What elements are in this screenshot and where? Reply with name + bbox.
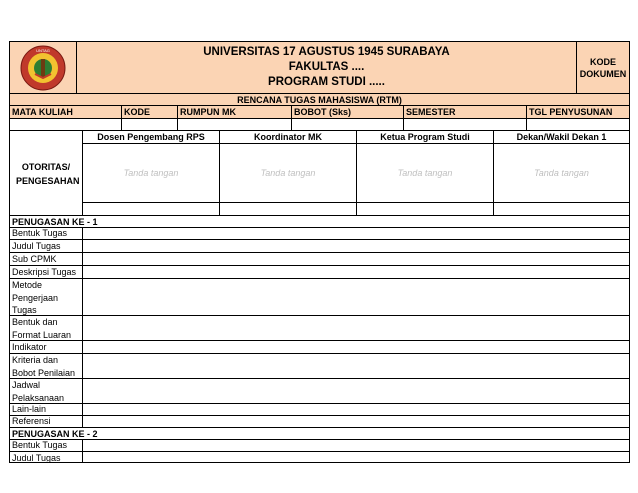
university-title: UNIVERSITAS 17 AGUSTUS 1945 SURABAYA xyxy=(203,46,450,58)
info-header-row xyxy=(10,106,629,119)
a1-row-sub-cpmk xyxy=(10,253,629,266)
authorization-block xyxy=(10,131,629,216)
info-values-row xyxy=(10,119,629,131)
info-value-mata-kuliah[interactable] xyxy=(10,119,122,130)
signature-koordinator[interactable]: Tanda tangan xyxy=(220,144,357,202)
name-kaprodi[interactable] xyxy=(357,203,494,216)
assignment-2-title: PENUGASAN KE - 2 xyxy=(12,428,98,439)
assignment-1-title: PENUGASAN KE - 1 xyxy=(12,216,98,227)
a2-label-bentuk-tugas: Bentuk Tugas xyxy=(10,440,83,451)
info-col-bobot: BOBOT (Sks) xyxy=(292,106,404,118)
a2-label-judul-tugas: Judul Tugas xyxy=(10,452,83,463)
a1-row-jadwal xyxy=(10,379,629,404)
info-col-rumpun: RUMPUN MK xyxy=(178,106,292,118)
rtm-title: RENCANA TUGAS MAHASISWA (RTM) xyxy=(237,94,402,105)
a1-value-format-luaran[interactable] xyxy=(83,316,629,340)
a2-row-judul-tugas xyxy=(10,452,629,463)
rtm-form xyxy=(9,41,630,463)
a1-value-lain-lain[interactable] xyxy=(83,404,629,415)
a1-label-bentuk-tugas: Bentuk Tugas xyxy=(10,228,83,239)
a1-label-sub-cpmk: Sub CPMK xyxy=(10,253,83,265)
signature-kaprodi[interactable]: Tanda tangan xyxy=(357,144,494,202)
role-ketua-prodi: Ketua Program Studi xyxy=(357,131,494,143)
a1-label-kriteria: Kriteria dan Bobot Penilaian xyxy=(10,354,83,378)
university-logo-icon xyxy=(13,44,73,92)
info-value-bobot[interactable] xyxy=(292,119,404,130)
rtm-title-row xyxy=(10,94,629,106)
a1-value-sub-cpmk[interactable] xyxy=(83,253,629,265)
a1-label-format-luaran: Bentuk dan Format Luaran xyxy=(10,316,83,340)
assignment-1-title-row xyxy=(10,216,629,228)
a1-row-bentuk-tugas xyxy=(10,228,629,240)
a1-value-kriteria[interactable] xyxy=(83,354,629,378)
a1-row-kriteria xyxy=(10,354,629,379)
a1-label-deskripsi: Deskripsi Tugas xyxy=(10,266,83,278)
signature-dekan[interactable]: Tanda tangan xyxy=(534,168,589,178)
a1-label-metode: Metode Pengerjaan Tugas xyxy=(10,279,83,315)
a1-value-metode[interactable] xyxy=(83,279,629,315)
a1-value-bentuk-tugas[interactable] xyxy=(83,228,629,239)
a1-label-jadwal: Jadwal Pelaksanaan xyxy=(10,379,83,403)
name-dekan[interactable] xyxy=(494,203,629,216)
info-col-semester: SEMESTER xyxy=(404,106,527,118)
a1-label-indikator: Indikator xyxy=(10,341,83,353)
a1-value-judul-tugas[interactable] xyxy=(83,240,629,252)
info-col-mata-kuliah: MATA KULIAH xyxy=(10,106,122,118)
a1-value-referensi[interactable] xyxy=(83,416,629,427)
a1-row-referensi xyxy=(10,416,629,428)
a2-value-bentuk-tugas[interactable] xyxy=(83,440,629,451)
a1-row-indikator xyxy=(10,341,629,354)
role-dekan: Dekan/Wakil Dekan 1 xyxy=(516,132,607,142)
a1-row-lain-lain xyxy=(10,404,629,416)
a2-value-judul-tugas[interactable] xyxy=(83,452,629,463)
info-value-tgl[interactable] xyxy=(527,119,629,130)
role-dosen-pengembang: Dosen Pengembang RPS xyxy=(83,131,220,143)
name-koordinator[interactable] xyxy=(220,203,357,216)
assignment-2-title-row xyxy=(10,428,629,440)
a1-row-metode xyxy=(10,279,629,316)
info-col-kode: KODE xyxy=(122,106,178,118)
header-row xyxy=(10,42,629,94)
role-koordinator-mk: Koordinator MK xyxy=(220,131,357,143)
a1-row-format-luaran xyxy=(10,316,629,341)
doc-code-label: KODE DOKUMEN xyxy=(579,56,627,79)
svg-text:UNTAG: UNTAG xyxy=(36,47,50,53)
info-value-semester[interactable] xyxy=(404,119,527,130)
info-value-kode[interactable] xyxy=(122,119,178,130)
a1-label-lain-lain: Lain-lain xyxy=(10,404,83,415)
faculty-title: FAKULTAS .... xyxy=(288,61,365,73)
signature-dosen[interactable]: Tanda tangan xyxy=(83,144,220,202)
a1-row-judul-tugas xyxy=(10,240,629,253)
title-cell xyxy=(77,42,577,93)
program-title: PROGRAM STUDI ..... xyxy=(268,76,385,88)
a1-value-indikator[interactable] xyxy=(83,341,629,353)
info-value-rumpun[interactable] xyxy=(178,119,292,130)
a1-label-referensi: Referensi xyxy=(10,416,83,427)
a1-value-deskripsi[interactable] xyxy=(83,266,629,278)
doc-code-cell xyxy=(577,42,629,93)
a1-value-jadwal[interactable] xyxy=(83,379,629,403)
info-col-tgl: TGL PENYUSUNAN xyxy=(529,107,613,117)
logo-cell xyxy=(10,42,77,93)
a1-row-deskripsi xyxy=(10,266,629,279)
authorization-label: OTORITAS/ PENGESAHAN xyxy=(10,131,83,216)
a2-row-bentuk-tugas xyxy=(10,440,629,452)
name-dosen[interactable] xyxy=(83,203,220,216)
a1-label-judul-tugas: Judul Tugas xyxy=(10,240,83,252)
